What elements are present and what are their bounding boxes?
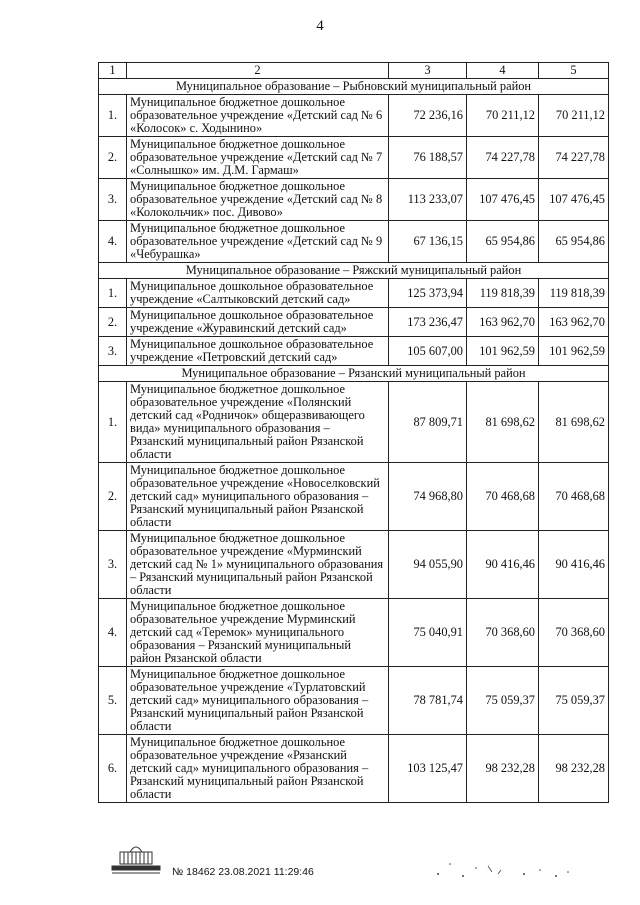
row-number: 6. (99, 735, 127, 803)
value-col3: 76 188,57 (389, 137, 467, 179)
column-header: 5 (539, 63, 609, 79)
government-building-icon (108, 840, 164, 876)
value-col3: 103 125,47 (389, 735, 467, 803)
row-number: 2. (99, 463, 127, 531)
row-number: 1. (99, 95, 127, 137)
value-col5: 107 476,45 (539, 179, 609, 221)
institution-name: Муниципальное бюджетное дошкольное образовательное учреждение «Детский сад № 6 «Колосок» с. Ходынино» (127, 95, 389, 137)
value-col3: 74 968,80 (389, 463, 467, 531)
institution-name: Муниципальное бюджетное дошкольное образовательное учреждение «Детский сад № 7 «Солнышко» им. Д.М. Гармаш» (127, 137, 389, 179)
section-title: Муниципальное образование – Рязанский муниципальный район (99, 366, 609, 382)
row-number: 3. (99, 179, 127, 221)
value-col3: 105 607,00 (389, 337, 467, 366)
value-col4: 70 468,68 (467, 463, 539, 531)
value-col4: 98 232,28 (467, 735, 539, 803)
institution-name: Муниципальное дошкольное образовательное учреждение «Салтыковский детский сад» (127, 279, 389, 308)
section-header-row (99, 263, 609, 279)
table-row (99, 95, 609, 137)
column-header: 3 (389, 63, 467, 79)
registration-number: № 18462 23.08.2021 11:29:46 (172, 866, 314, 878)
institution-name: Муниципальное дошкольное образовательное учреждение «Журавинский детский сад» (127, 308, 389, 337)
value-col3: 87 809,71 (389, 382, 467, 463)
row-number: 4. (99, 599, 127, 667)
value-col4: 101 962,59 (467, 337, 539, 366)
table-row (99, 337, 609, 366)
row-number: 3. (99, 531, 127, 599)
institution-name: Муниципальное бюджетное дошкольное образовательное учреждение «Детский сад № 9 «Чебурашка» (127, 221, 389, 263)
budget-table (98, 62, 609, 803)
value-col3: 67 136,15 (389, 221, 467, 263)
column-header: 2 (127, 63, 389, 79)
value-col4: 75 059,37 (467, 667, 539, 735)
value-col3: 125 373,94 (389, 279, 467, 308)
table-row (99, 382, 609, 463)
value-col5: 119 818,39 (539, 279, 609, 308)
table-row (99, 308, 609, 337)
value-col4: 163 962,70 (467, 308, 539, 337)
value-col5: 98 232,28 (539, 735, 609, 803)
institution-name: Муниципальное бюджетное дошкольное образовательное учреждение «Детский сад № 8 «Колокольчик» пос. Дивово» (127, 179, 389, 221)
row-number: 1. (99, 382, 127, 463)
value-col4: 70 368,60 (467, 599, 539, 667)
value-col4: 119 818,39 (467, 279, 539, 308)
value-col3: 173 236,47 (389, 308, 467, 337)
value-col4: 74 227,78 (467, 137, 539, 179)
value-col5: 70 468,68 (539, 463, 609, 531)
table-row (99, 279, 609, 308)
row-number: 4. (99, 221, 127, 263)
value-col5: 70 368,60 (539, 599, 609, 667)
value-col3: 72 236,16 (389, 95, 467, 137)
value-col5: 65 954,86 (539, 221, 609, 263)
table-row (99, 667, 609, 735)
value-col5: 163 962,70 (539, 308, 609, 337)
table-row (99, 137, 609, 179)
value-col3: 94 055,90 (389, 531, 467, 599)
institution-name: Муниципальное бюджетное дошкольное образовательное учреждение «Турлатовский детский сад» муниципального образования – Рязанский муниципальный район Рязанской области (127, 667, 389, 735)
value-col4: 65 954,86 (467, 221, 539, 263)
document-footer (108, 840, 608, 890)
value-col5: 81 698,62 (539, 382, 609, 463)
value-col3: 78 781,74 (389, 667, 467, 735)
value-col3: 75 040,91 (389, 599, 467, 667)
institution-name: Муниципальное бюджетное дошкольное образовательное учреждение «Мурминский детский сад № 1» муниципального образования – Рязанский муниципальный район Рязанской области (127, 531, 389, 599)
institution-name: Муниципальное бюджетное дошкольное образовательное учреждение «Полянский детский сад «Родничок» общеразвивающего вида» муниципального образования – Рязанский муниципальный район Рязанской области (127, 382, 389, 463)
value-col5: 101 962,59 (539, 337, 609, 366)
value-col4: 107 476,45 (467, 179, 539, 221)
table-row (99, 463, 609, 531)
value-col5: 70 211,12 (539, 95, 609, 137)
section-header-row (99, 366, 609, 382)
page-number: 4 (316, 18, 324, 34)
column-header: 1 (99, 63, 127, 79)
column-header: 4 (467, 63, 539, 79)
value-col5: 75 059,37 (539, 667, 609, 735)
table-row (99, 531, 609, 599)
institution-name: Муниципальное бюджетное дошкольное образовательное учреждение Мурминский детский сад «Теремок» муниципального образования – Рязанский муниципальный район Рязанской области (127, 599, 389, 667)
row-number: 2. (99, 137, 127, 179)
column-header-row (99, 63, 609, 79)
section-title: Муниципальное образование – Ряжский муниципальный район (99, 263, 609, 279)
section-header-row (99, 79, 609, 95)
row-number: 3. (99, 337, 127, 366)
row-number: 2. (99, 308, 127, 337)
row-number: 5. (99, 667, 127, 735)
section-title: Муниципальное образование – Рыбновский муниципальный район (99, 79, 609, 95)
table-row (99, 221, 609, 263)
table-row (99, 735, 609, 803)
value-col5: 90 416,46 (539, 531, 609, 599)
value-col4: 90 416,46 (467, 531, 539, 599)
institution-name: Муниципальное дошкольное образовательное учреждение «Петровский детский сад» (127, 337, 389, 366)
row-number: 1. (99, 279, 127, 308)
value-col5: 74 227,78 (539, 137, 609, 179)
value-col3: 113 233,07 (389, 179, 467, 221)
institution-name: Муниципальное бюджетное дошкольное образовательное учреждение «Новоселковский детский сад» муниципального образования – Рязанский муниципальный район Рязанской области (127, 463, 389, 531)
table-row (99, 179, 609, 221)
table-row (99, 599, 609, 667)
institution-name: Муниципальное бюджетное дошкольное образовательное учреждение «Рязанский детский сад» муниципального образования – Рязанский муниципальный район Рязанской области (127, 735, 389, 803)
value-col4: 70 211,12 (467, 95, 539, 137)
value-col4: 81 698,62 (467, 382, 539, 463)
signature-marks (428, 856, 578, 882)
